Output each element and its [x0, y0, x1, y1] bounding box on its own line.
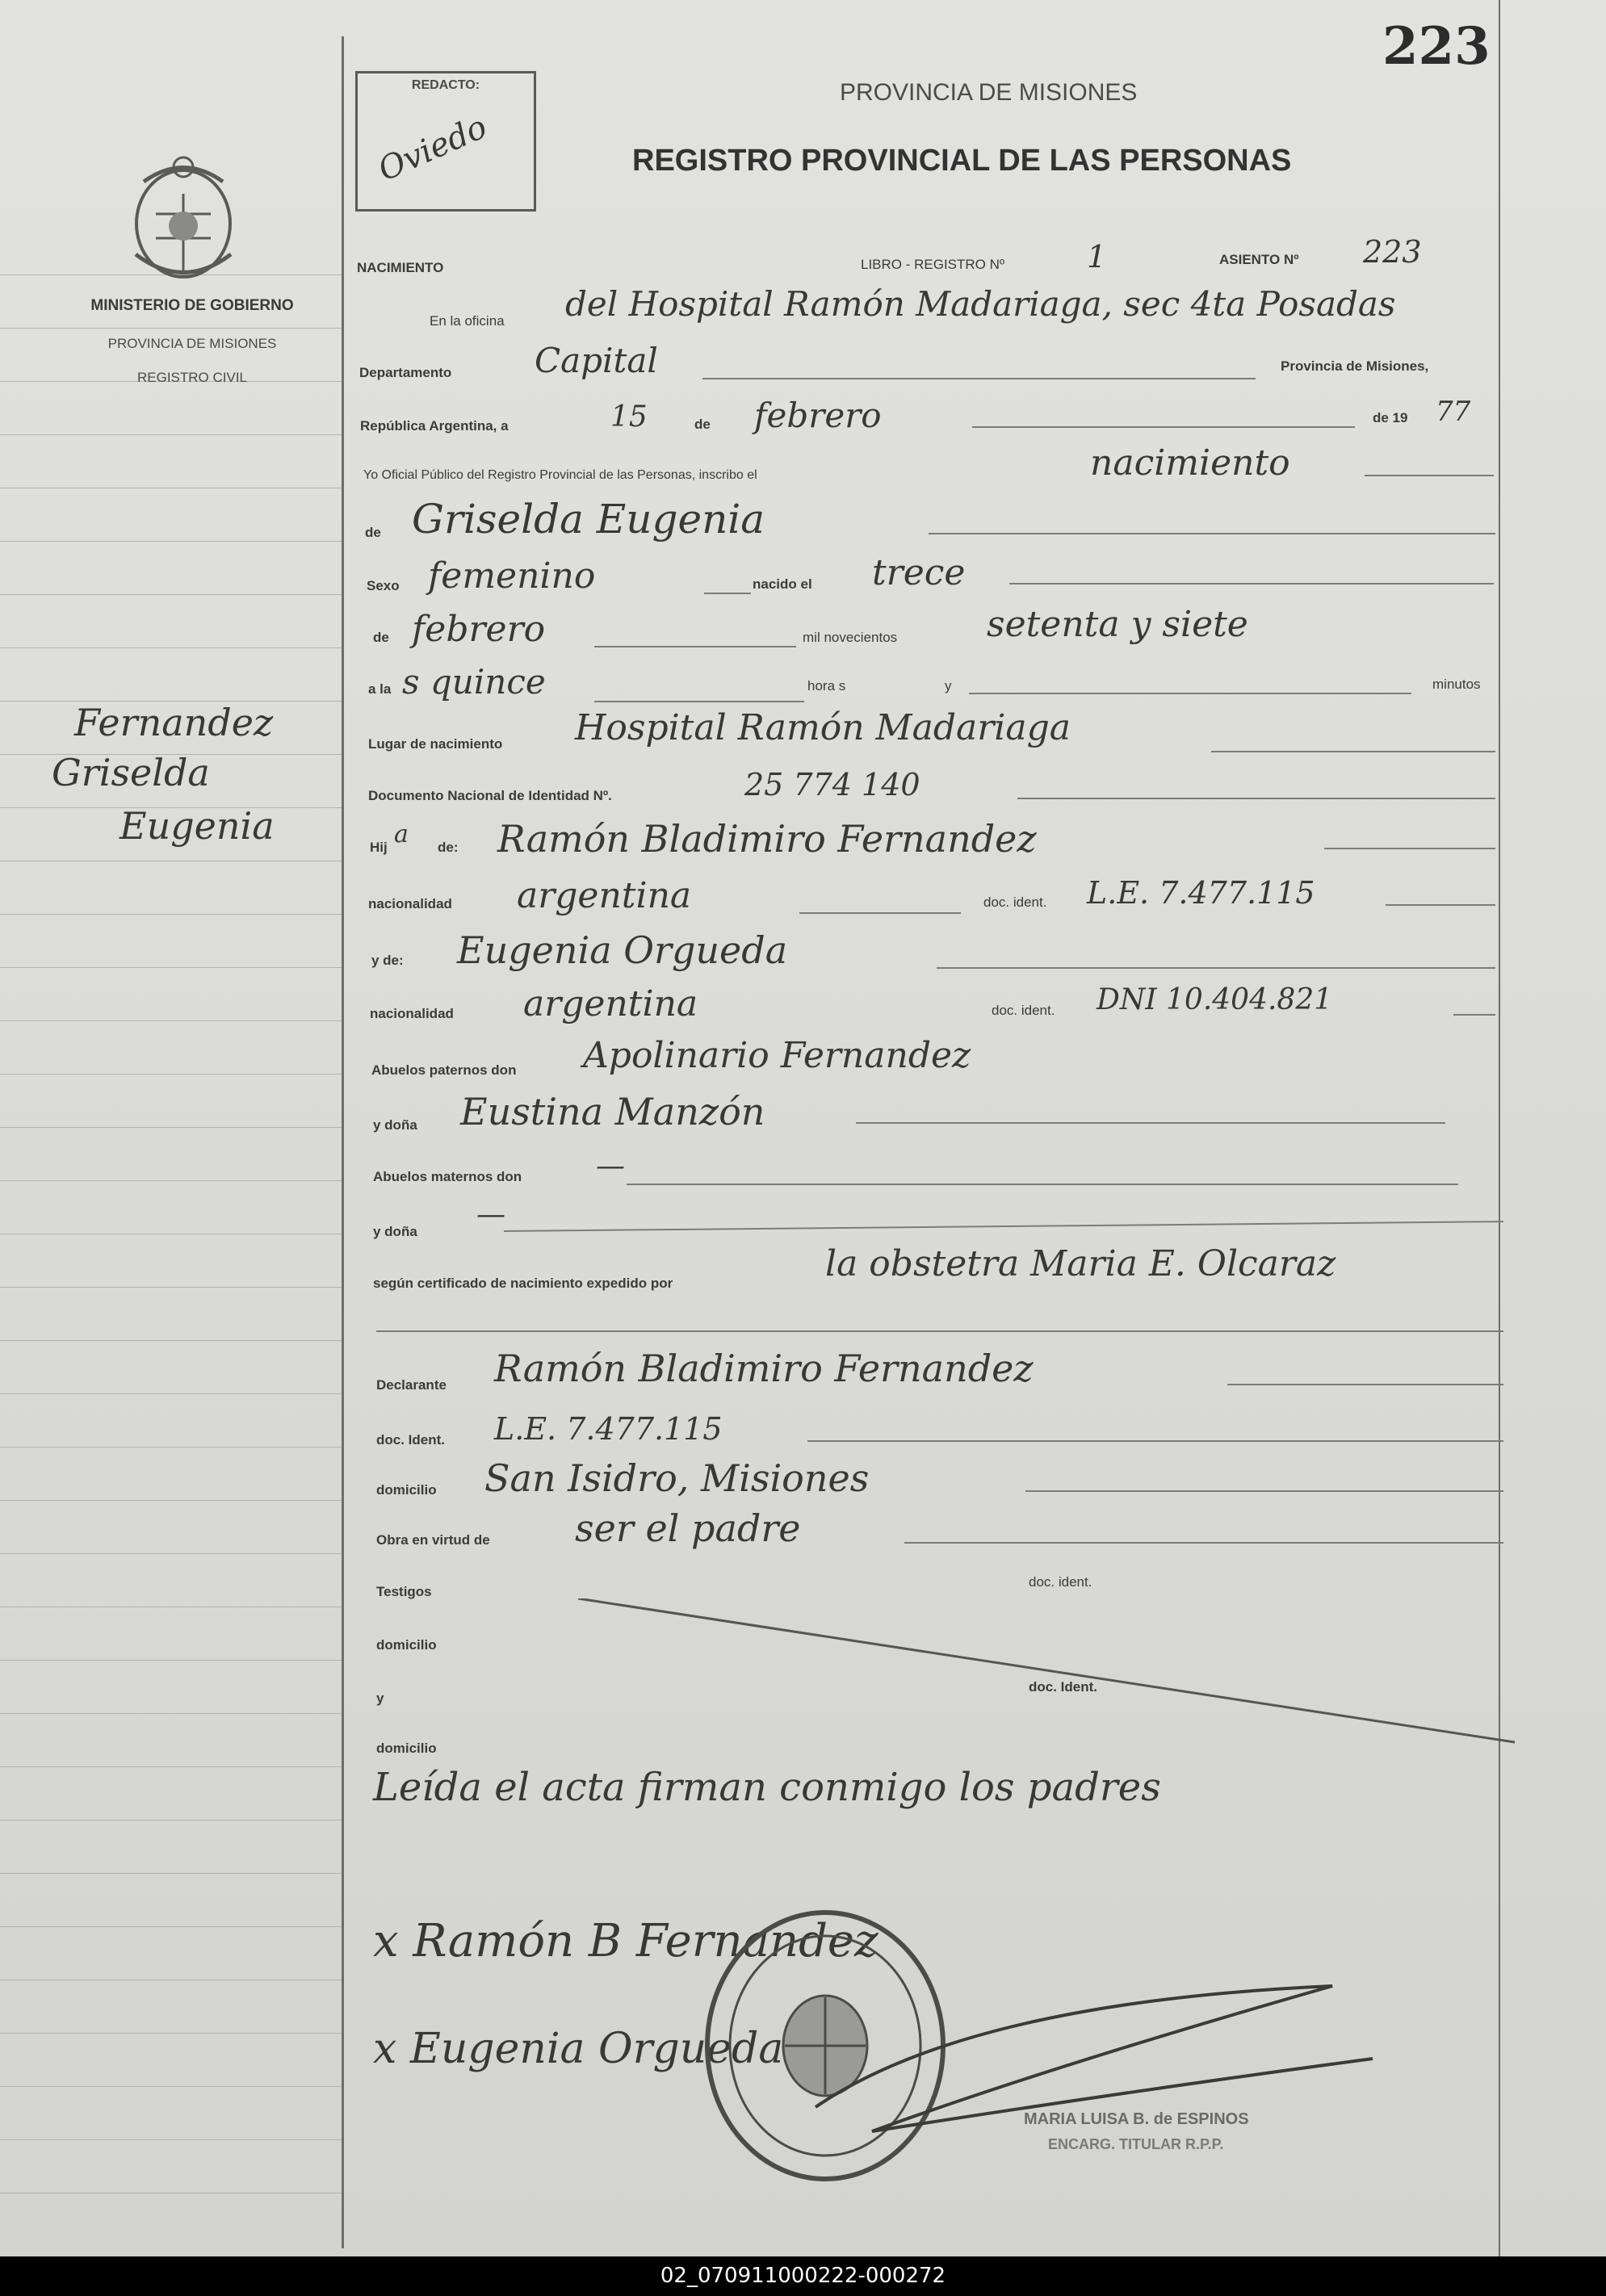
y-label-1: y	[945, 678, 952, 693]
nacido-mes-line	[594, 646, 796, 647]
margin-ruled-line	[0, 1074, 342, 1075]
nacionalidad-label-2: nacionalidad	[370, 1006, 454, 1021]
padre-value: Ramón Bladimiro Fernandez	[497, 817, 1037, 861]
closing-statement: Leída el acta firman conmigo los padres	[373, 1765, 1161, 1810]
margin-ruled-line	[0, 541, 342, 542]
mil-label: mil novecientos	[803, 630, 898, 645]
obra-label: Obra en virtud de	[376, 1532, 490, 1548]
margin-province: PROVINCIA DE MISIONES	[107, 336, 277, 351]
margin-ruled-line	[0, 1287, 342, 1288]
fecha-line	[972, 426, 1355, 428]
lugar-line	[1211, 751, 1495, 752]
doc-ident-value-2: DNI 10.404.821	[1097, 983, 1333, 1016]
horas-label: hora s	[807, 678, 846, 693]
redacto-label: REDACTO:	[411, 78, 480, 92]
dia-value: 15	[610, 400, 648, 434]
obra-line	[904, 1542, 1503, 1544]
abuelo-materno-line	[627, 1184, 1458, 1185]
redacto-value: Oviedo	[372, 108, 493, 189]
margin-ruled-line	[0, 1713, 342, 1714]
margin-note-name2: Eugenia	[120, 804, 275, 848]
margin-ruled-line	[0, 647, 342, 648]
padre-line	[1324, 848, 1495, 849]
abuelos-paternos-label: Abuelos paternos don	[371, 1062, 517, 1078]
oficial-label: Yo Oficial Público del Registro Provincial de las Personas, inscribo el	[363, 468, 757, 482]
anio-value: 77	[1436, 396, 1471, 428]
doc-ident-label-3: doc. Ident.	[376, 1432, 445, 1448]
ministry-name: MINISTERIO DE GOBIERNO	[90, 297, 294, 314]
footer-code: 02_070911000222-000272	[660, 2264, 946, 2288]
margin-ruled-line	[0, 1393, 342, 1394]
nombre-line	[929, 533, 1495, 534]
doc-ident-line-3	[807, 1440, 1503, 1442]
sexo-label: Sexo	[367, 578, 400, 593]
margin-ruled-line	[0, 2139, 342, 2140]
nacionalidad-value-2: argentina	[523, 983, 698, 1024]
abuela-materna-value: —	[476, 1198, 505, 1231]
margin-ruled-line	[0, 1766, 342, 1767]
hora-value: s quince	[402, 662, 546, 702]
hijo-label: Hij	[370, 840, 388, 855]
margin-ruled-line	[0, 1873, 342, 1874]
de-label-1: de	[694, 417, 711, 432]
nacionalidad-label-1: nacionalidad	[368, 896, 452, 911]
dni-value: 25 774 140	[744, 767, 920, 802]
doc-ident-label-2: doc. ident.	[992, 1003, 1055, 1018]
dni-line	[1017, 798, 1495, 799]
asiento-value: 223	[1363, 234, 1422, 270]
departamento-label: Departamento	[359, 365, 452, 380]
margin-ruled-line	[0, 1553, 342, 1554]
inscribo-value: nacimiento	[1090, 442, 1290, 484]
dni-label: Documento Nacional de Identidad Nº.	[368, 788, 612, 803]
minutos-line	[969, 693, 1411, 694]
lugar-label: Lugar de nacimiento	[368, 736, 503, 752]
nacido-label: nacido el	[753, 576, 812, 592]
departamento-value: Capital	[535, 341, 658, 380]
republica-label: República Argentina, a	[360, 418, 509, 434]
margin-ruled-line	[0, 2086, 342, 2087]
margin-ruled-line	[0, 1180, 342, 1181]
official-name: MARIA LUISA B. de ESPINOS	[1024, 2110, 1249, 2128]
margin-ruled-line	[0, 914, 342, 915]
libro-label: LIBRO - REGISTRO Nº	[861, 257, 1005, 272]
page-number: 223	[1382, 16, 1491, 77]
y-de-label: y de:	[371, 953, 404, 968]
abuela-paterna-line	[856, 1122, 1445, 1124]
de-label-3: de	[373, 630, 389, 645]
certificado-line-2	[376, 1330, 1503, 1332]
record-type-label: NACIMIENTO	[357, 260, 444, 275]
margin-ruled-line	[0, 1500, 342, 1501]
nacionalidad-value-1: argentina	[517, 875, 692, 916]
doc-ident-value-3: L.E. 7.477.115	[494, 1411, 723, 1447]
alas-label: a la	[368, 681, 392, 697]
abuela-materna-line	[504, 1221, 1503, 1232]
nacido-anio-value: setenta y siete	[987, 604, 1248, 645]
obra-value: ser el padre	[575, 1506, 801, 1550]
margin-ruled-line	[0, 434, 342, 435]
declarante-line	[1227, 1384, 1503, 1385]
doc-ident-line-1	[1386, 904, 1495, 906]
father-signature: x Ramón B Fernandez	[373, 1915, 878, 1967]
certificado-value: la obstetra Maria E. Olcaraz	[825, 1243, 1336, 1284]
nombre-value: Griselda Eugenia	[412, 496, 765, 543]
abuela-paterna-value: Eustina Manzón	[460, 1090, 765, 1133]
y-dona-label-2: y doña	[373, 1224, 417, 1239]
nacido-dia-value: trece	[872, 552, 966, 593]
hora-line	[594, 701, 804, 702]
declarante-label: Declarante	[376, 1377, 447, 1393]
doc-ident-line-2	[1453, 1014, 1495, 1016]
nacido-mes-value: febrero	[412, 609, 546, 650]
nacionalidad-line-1	[799, 912, 961, 914]
inscribo-line	[1365, 475, 1494, 476]
doc-ident-value-1: L.E. 7.477.115	[1087, 875, 1315, 911]
testigos-strike-line	[578, 1598, 1515, 1744]
margin-ruled-line	[0, 594, 342, 595]
de-label-4: de:	[438, 840, 459, 855]
abuelo-materno-value: —	[596, 1150, 625, 1183]
doc-ident-label-4: doc. Ident.	[1029, 1679, 1097, 1695]
left-border-line	[342, 36, 344, 2248]
margin-note-surname: Fernandez	[74, 701, 274, 744]
asiento-label: ASIENTO Nº	[1219, 252, 1299, 267]
right-border-line	[1499, 0, 1500, 2256]
domicilio-line	[1025, 1490, 1503, 1492]
header-province: PROVINCIA DE MISIONES	[840, 79, 1138, 106]
madre-line	[937, 967, 1495, 969]
domicilio-label-1: domicilio	[376, 1482, 437, 1498]
mother-signature: x Eugenia Orgueda	[373, 2025, 784, 2073]
header-title: REGISTRO PROVINCIAL DE LAS PERSONAS	[632, 144, 1292, 178]
domicilio-label-3: domicilio	[376, 1741, 437, 1756]
margin-ruled-line	[0, 1926, 342, 1927]
oficina-label: En la oficina	[430, 313, 505, 329]
minutos-label: minutos	[1432, 677, 1481, 692]
coat-of-arms-icon	[120, 149, 247, 287]
margin-ruled-line	[0, 2033, 342, 2034]
domicilio-value: San Isidro, Misiones	[484, 1456, 870, 1500]
margin-ruled-line	[0, 1447, 342, 1448]
margin-ruled-line	[0, 328, 342, 329]
abuelo-paterno-value: Apolinario Fernandez	[583, 1035, 971, 1076]
lugar-value: Hospital Ramón Madariaga	[575, 707, 1071, 748]
testigos-doc-label: doc. ident.	[1029, 1574, 1092, 1590]
margin-office: REGISTRO CIVIL	[136, 370, 248, 385]
sexo-line	[704, 593, 751, 594]
oficina-value: del Hospital Ramón Madariaga, sec 4ta Posadas	[565, 284, 1396, 324]
margin-ruled-line	[0, 1127, 342, 1128]
madre-value: Eugenia Orgueda	[457, 928, 788, 972]
anio-label: de 19	[1373, 410, 1408, 425]
margin-ruled-line	[0, 1660, 342, 1661]
margin-ruled-line	[0, 1340, 342, 1341]
margin-ruled-line	[0, 1020, 342, 1021]
sexo-value: femenino	[428, 555, 596, 597]
doc-ident-label-1: doc. ident.	[983, 895, 1047, 910]
y-label-2: y	[376, 1691, 384, 1706]
nacido-line	[1009, 583, 1494, 584]
redacto-box	[355, 71, 536, 212]
certificado-label: según certificado de nacimiento expedido por	[373, 1276, 673, 1291]
testigos-label: Testigos	[376, 1584, 432, 1599]
y-dona-label-1: y doña	[373, 1117, 417, 1133]
provincia-label: Provincia de Misiones,	[1281, 358, 1429, 374]
mes-value: febrero	[754, 396, 882, 435]
de-label-2: de	[365, 525, 381, 540]
abuelos-maternos-label: Abuelos maternos don	[373, 1169, 522, 1184]
domicilio-label-2: domicilio	[376, 1637, 437, 1653]
margin-note-name1: Griselda	[52, 751, 210, 794]
footer-bar	[0, 2256, 1606, 2296]
official-title: ENCARG. TITULAR R.P.P.	[1048, 2136, 1224, 2152]
departamento-line	[702, 378, 1256, 379]
margin-ruled-line	[0, 967, 342, 968]
libro-value: 1	[1087, 239, 1107, 274]
hijo-suffix: a	[394, 820, 409, 848]
declarante-value: Ramón Bladimiro Fernandez	[494, 1347, 1034, 1390]
